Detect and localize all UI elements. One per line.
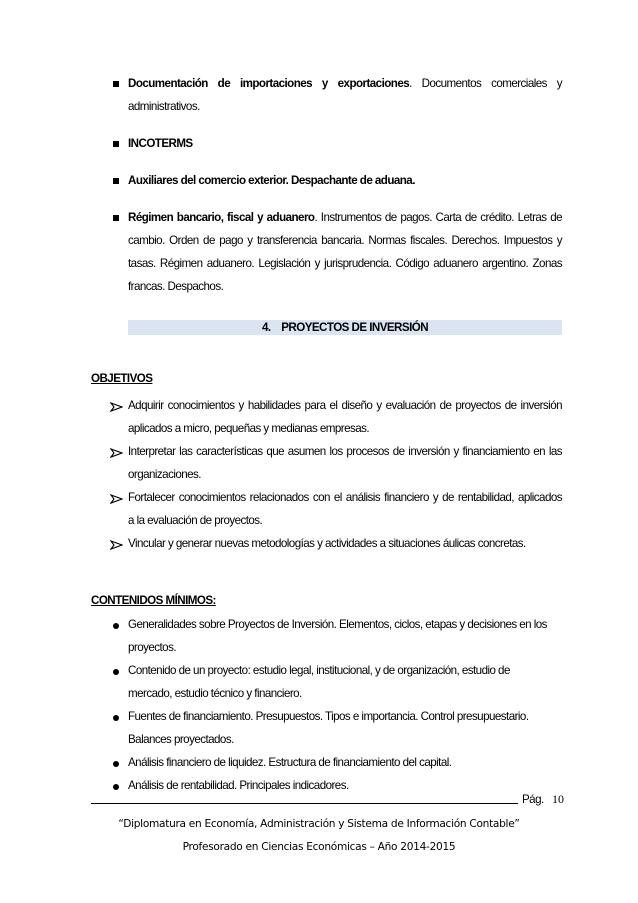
bullet-line: [128, 211, 562, 224]
section-title: [128, 321, 562, 334]
round-bullet-icon: [113, 761, 119, 767]
bullet-text: francas. Despachos.: [128, 280, 224, 293]
bullet-line: [128, 257, 562, 270]
round-bullet-icon: [113, 715, 119, 721]
footer-profesorado: Profesorado en Ciencias Económicas – Año 2014-2015: [182, 841, 456, 853]
bullet-bold-text: Régimen bancario, fiscal y aduanero: [128, 211, 315, 224]
bullet-line: [128, 174, 415, 187]
arrow-bullet-icon: [110, 494, 123, 504]
objetivo-line: Adquirir conocimientos y habilidades para el diseño y evaluación de proyectos de inversión: [128, 399, 562, 412]
round-bullet-icon: [113, 669, 119, 675]
bullet-bold-text: Documentación de importaciones y exportaciones: [128, 77, 410, 90]
objetivo-line: organizaciones.: [128, 468, 201, 481]
objetivo-line: aplicados a micro, pequeñas y medianas empresas.: [128, 422, 370, 435]
objetivo-line: a la evaluación de proyectos.: [128, 514, 263, 527]
arrow-bullet-icon: [110, 448, 123, 458]
section-title-text: PROYECTOS DE INVERSIÓN: [281, 321, 429, 334]
bullet-text: . Documentos comerciales y: [409, 77, 562, 90]
bullet-line: [128, 77, 562, 90]
square-bullet-icon: [113, 215, 119, 221]
page-number: 10: [552, 792, 564, 806]
bullet-bold-text: INCOTERMS: [128, 137, 193, 150]
contenido-line: Contenido de un proyecto: estudio legal, institucional, y de organización, estudio de: [128, 664, 510, 677]
bullet-bold-text: Auxiliares del comercio exterior. Despachante de aduana.: [128, 174, 415, 187]
square-bullet-icon: [113, 81, 119, 87]
bullet-line: [128, 100, 200, 113]
arrow-bullet-icon: [110, 540, 123, 550]
contenido-line: proyectos.: [128, 641, 176, 654]
bullet-text: cambio. Orden de pago y transferencia bancaria. Normas fiscales. Derechos. Impuestos y: [128, 234, 562, 247]
objetivo-line: Fortalecer conocimientos relacionados con el análisis financiero y de rentabilidad, aplicados: [128, 491, 562, 504]
contenido-line: Análisis de rentabilidad. Principales indicadores.: [128, 779, 349, 792]
section-number: 4.: [261, 321, 271, 334]
footer-diplomatura: “Diplomatura en Economía, Administración y Sistema de Información Contable”: [118, 818, 520, 830]
contenido-line: mercado, estudio técnico y financiero.: [128, 687, 302, 700]
bullet-text: tasas. Régimen aduanero. Legislación y jurisprudencia. Código aduanero argentino. Zonas: [128, 257, 562, 270]
objetivo-line: Vincular y generar nuevas metodologías y actividades a situaciones áulicas concretas.: [128, 537, 526, 550]
round-bullet-icon: [113, 623, 119, 629]
bullet-text: administrativos.: [128, 100, 200, 113]
bullet-line: [128, 280, 223, 293]
contenido-line: Análisis financiero de liquidez. Estructura de financiamiento del capital.: [128, 756, 452, 769]
bullet-line: [128, 234, 562, 247]
page-label: Pág.: [522, 793, 544, 806]
bullet-line: [128, 137, 193, 150]
square-bullet-icon: [113, 141, 119, 147]
objetivos-heading: OBJETIVOS: [91, 372, 153, 385]
contenidos-heading: CONTENIDOS MÍNIMOS:: [91, 594, 216, 607]
contenido-line: Balances proyectados.: [128, 733, 234, 746]
square-bullet-icon: [113, 178, 119, 184]
arrow-bullet-icon: [110, 402, 123, 412]
contenido-line: Generalidades sobre Proyectos de Inversión. Elementos, ciclos, etapas y decisiones en los: [128, 618, 547, 631]
round-bullet-icon: [113, 784, 119, 790]
contenido-line: Fuentes de financiamiento. Presupuestos. Tipos e importancia. Control presupuestario.: [128, 710, 529, 723]
bullet-text: . Instrumentos de pagos. Carta de crédito. Letras de: [314, 211, 563, 224]
section-title-bar: [128, 320, 562, 335]
objetivo-line: Interpretar las características que asumen los procesos de inversión y financiamiento en las: [128, 445, 562, 458]
footer-rule: [91, 803, 518, 804]
